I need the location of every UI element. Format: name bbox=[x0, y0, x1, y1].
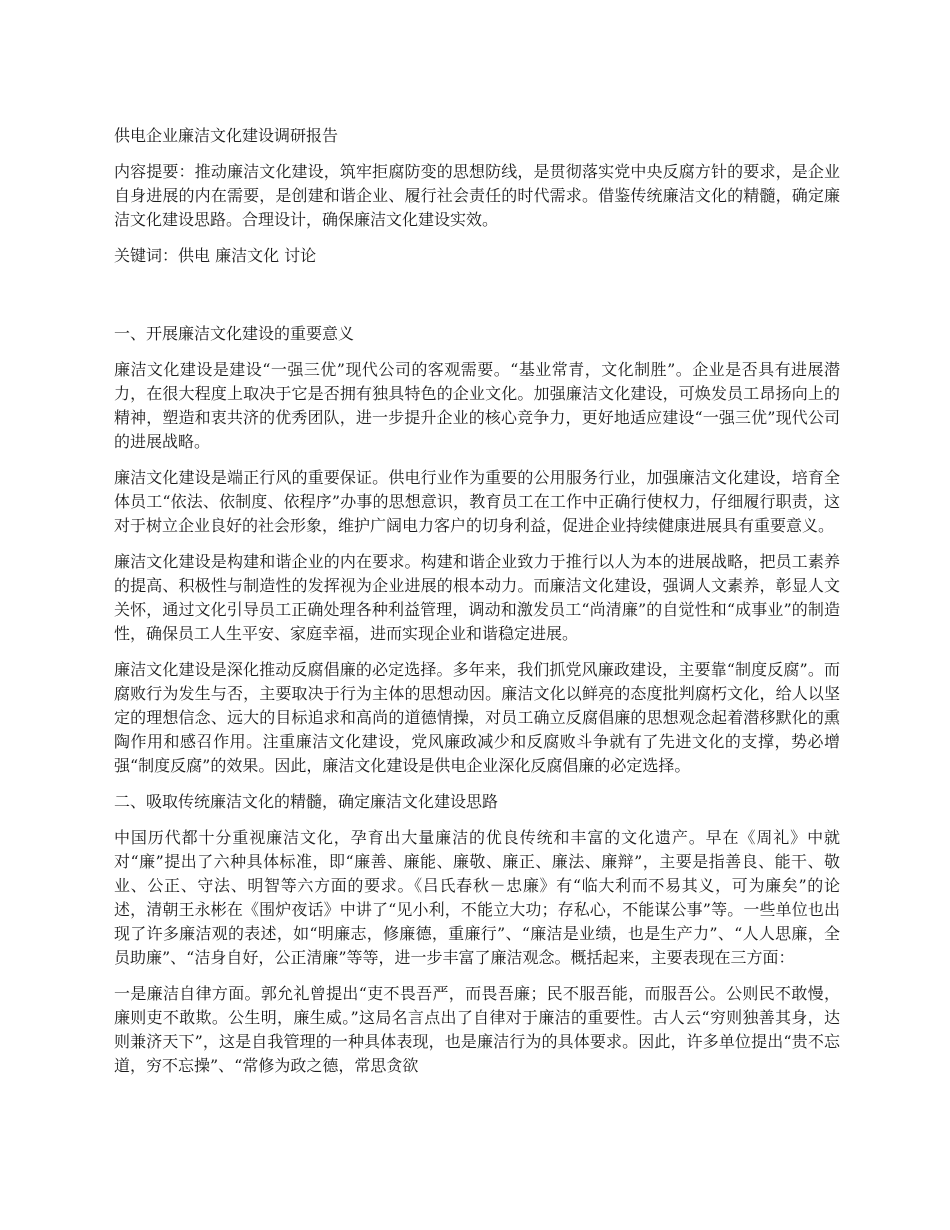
section1-paragraph-1: 廉洁文化建设是建设“一强三优”现代公司的客观需要。“基业常青，文化制胜”。企业是否具有进展潜力，在很大程度上取决于它是否拥有独具特色的企业文化。加强廉洁文化建设，可焕发员工昂扬向上的精神，塑造和衷共济的优秀团队，进一步提升企业的核心竞争力，更好地适应建设“一强三优”现代公司的进展战略。 bbox=[114, 360, 840, 451]
section1-paragraph-3: 廉洁文化建设是构建和谐企业的内在要求。构建和谐企业致力于推行以人为本的进展战略，把员工素养的提高、积极性与制造性的发挥视为企业进展的根本动力。而廉洁文化建设，强调人文素养，彰显人文关怀，通过文化引导员工正确处理各种利益管理，调动和激发员工“尚清廉”的自觉性和“成事业”的制造性，确保员工人生平安、家庭幸福，进而实现企业和谐稳定进展。 bbox=[114, 552, 840, 643]
section-heading-1: 一、开展廉洁文化建设的重要意义 bbox=[114, 324, 355, 343]
section-heading-2: 二、吸取传统廉洁文化的精髓，确定廉洁文化建设思路 bbox=[114, 792, 499, 811]
section1-paragraph-2: 廉洁文化建设是端正行风的重要保证。供电行业作为重要的公用服务行业，加强廉洁文化建设，培育全体员工“依法、依制度、依程序”办事的思想意识，教育员工在工作中正确行使权力，仔细履行职责，这对于树立企业良好的社会形象，维护广阔电力客户的切身利益，促进企业持续健康进展具有重要意义。 bbox=[114, 468, 840, 535]
section2-paragraph-2: 一是廉洁自律方面。郭允礼曾提出“吏不畏吾严，而畏吾廉；民不服吾能，而服吾公。公则民不敢慢，廉则吏不敢欺。公生明，廉生威。”这局名言点出了自律对于廉洁的重要性。古人云“穷则独善其身，达则兼济天下”，这是自我管理的一种具体表现，也是廉洁行为的具体要求。因此，许多单位提出“贵不忘道，穷不忘操”、“常修为政之德，常思贪欲 bbox=[114, 984, 840, 1075]
document-summary: 内容提要：推动廉洁文化建设，筑牢拒腐防变的思想防线，是贯彻落实党中央反腐方针的要求，是企业自身进展的内在需要，是创建和谐企业、履行社会责任的时代需求。借鉴传统廉洁文化的精髓，确定廉洁文化建设思路。合理设计，确保廉洁文化建设实效。 bbox=[114, 162, 840, 229]
section1-paragraph-4: 廉洁文化建设是深化推动反腐倡廉的必定选择。多年来，我们抓党风廉政建设，主要靠“制度反腐”。而腐败行为发生与否，主要取决于行为主体的思想动因。廉洁文化以鲜亮的态度批判腐朽文化，给人以坚定的理想信念、远大的目标追求和高尚的道德情操，对员工确立反腐倡廉的思想观念起着潜移默化的熏陶作用和感召作用。注重廉洁文化建设，党风廉政减少和反腐败斗争就有了先进文化的支撑，势必增强“制度反腐”的效果。因此，廉洁文化建设是供电企业深化反腐倡廉的必定选择。 bbox=[114, 660, 840, 775]
document-keywords: 关键词：供电 廉洁文化 讨论 bbox=[114, 246, 317, 265]
document-title: 供电企业廉洁文化建设调研报告 bbox=[114, 126, 339, 145]
document-page bbox=[114, 124, 840, 1078]
section2-paragraph-1: 中国历代都十分重视廉洁文化，孕育出大量廉洁的优良传统和丰富的文化遗产。早在《周礼》中就对“廉”提出了六种具体标准，即“廉善、廉能、廉敬、廉正、廉法、廉辩”，主要是指善良、能干、敬业、公正、守法、明智等六方面的要求。《吕氏春秋－忠廉》有“临大利而不易其义，可为廉矣”的论述，清朝王永彬在《围炉夜话》中讲了“见小利，不能立大功；存私心，不能谋公事”等。一些单位也出现了许多廉洁观的表述，如“明廉志，修廉德，重廉行”、“廉洁是业绩，也是生产力”、“人人思廉，全员助廉”、“洁身自好，公正清廉”等等，进一步丰富了廉洁观念。概括起来，主要表现在三方面： bbox=[114, 828, 840, 967]
